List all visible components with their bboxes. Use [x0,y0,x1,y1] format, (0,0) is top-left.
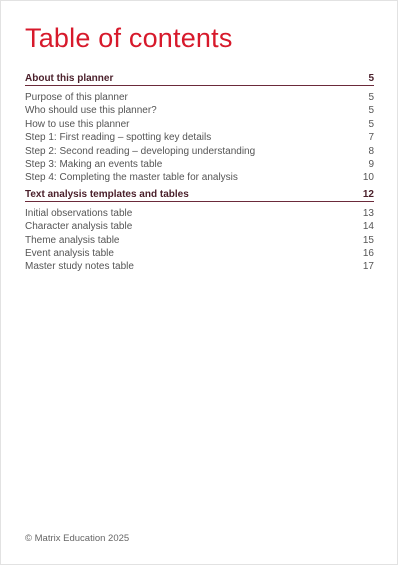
table-of-contents [25,72,374,274]
toc-entry[interactable] [25,220,374,233]
toc-entry-label: Step 3: Making an events table [25,158,163,170]
toc-entry-label: Step 4: Completing the master table for analysis [25,172,238,184]
toc-entry-page: 13 [362,207,374,219]
toc-entry-label: Initial observations table [25,207,133,219]
copyright-footer: © Matrix Education 2025 [25,533,130,544]
toc-entry[interactable] [25,158,374,171]
toc-entry[interactable] [25,91,374,104]
toc-entry-label: Purpose of this planner [25,92,128,103]
toc-entry[interactable] [25,207,374,220]
toc-section-about [25,72,374,185]
section-heading-label: About this planner [25,73,114,84]
toc-section-heading[interactable] [25,72,374,86]
section-heading-label: Text analysis templates and tables [25,188,189,200]
toc-entry-page: 16 [362,247,374,259]
toc-entry[interactable] [25,171,374,184]
section-heading-page: 12 [362,188,374,200]
section-heading-page: 5 [368,73,374,84]
toc-entry-page: 5 [368,92,374,103]
toc-entry-label: Event analysis table [25,247,114,259]
toc-entry-page: 5 [368,105,374,117]
toc-entry-page: 8 [368,145,374,157]
toc-entry-label: Character analysis table [25,221,133,233]
toc-entry-page: 15 [362,234,374,246]
toc-entry[interactable] [25,104,374,117]
toc-section-templates [25,188,374,274]
toc-entry[interactable] [25,260,374,273]
page-title: Table of contents [25,23,233,53]
toc-section-heading[interactable] [25,188,374,202]
toc-entry-page: 7 [368,132,374,144]
toc-entry-label: Theme analysis table [25,234,120,246]
toc-entry-label: How to use this planner [25,118,130,130]
toc-entry-page: 9 [368,158,374,170]
toc-entry-page: 17 [362,261,374,273]
toc-entry-page: 5 [368,118,374,130]
toc-entry-label: Step 1: First reading – spotting key details [25,132,212,144]
toc-entry[interactable] [25,131,374,144]
toc-entry-label: Who should use this planner? [25,105,157,117]
toc-entry[interactable] [25,234,374,247]
toc-entry[interactable] [25,118,374,131]
toc-entry-label: Step 2: Second reading – developing understanding [25,145,256,157]
toc-entry-page: 10 [362,172,374,184]
toc-entry-page: 14 [362,221,374,233]
toc-entry-label: Master study notes table [25,261,134,273]
toc-entry[interactable] [25,247,374,260]
toc-entry[interactable] [25,145,374,158]
